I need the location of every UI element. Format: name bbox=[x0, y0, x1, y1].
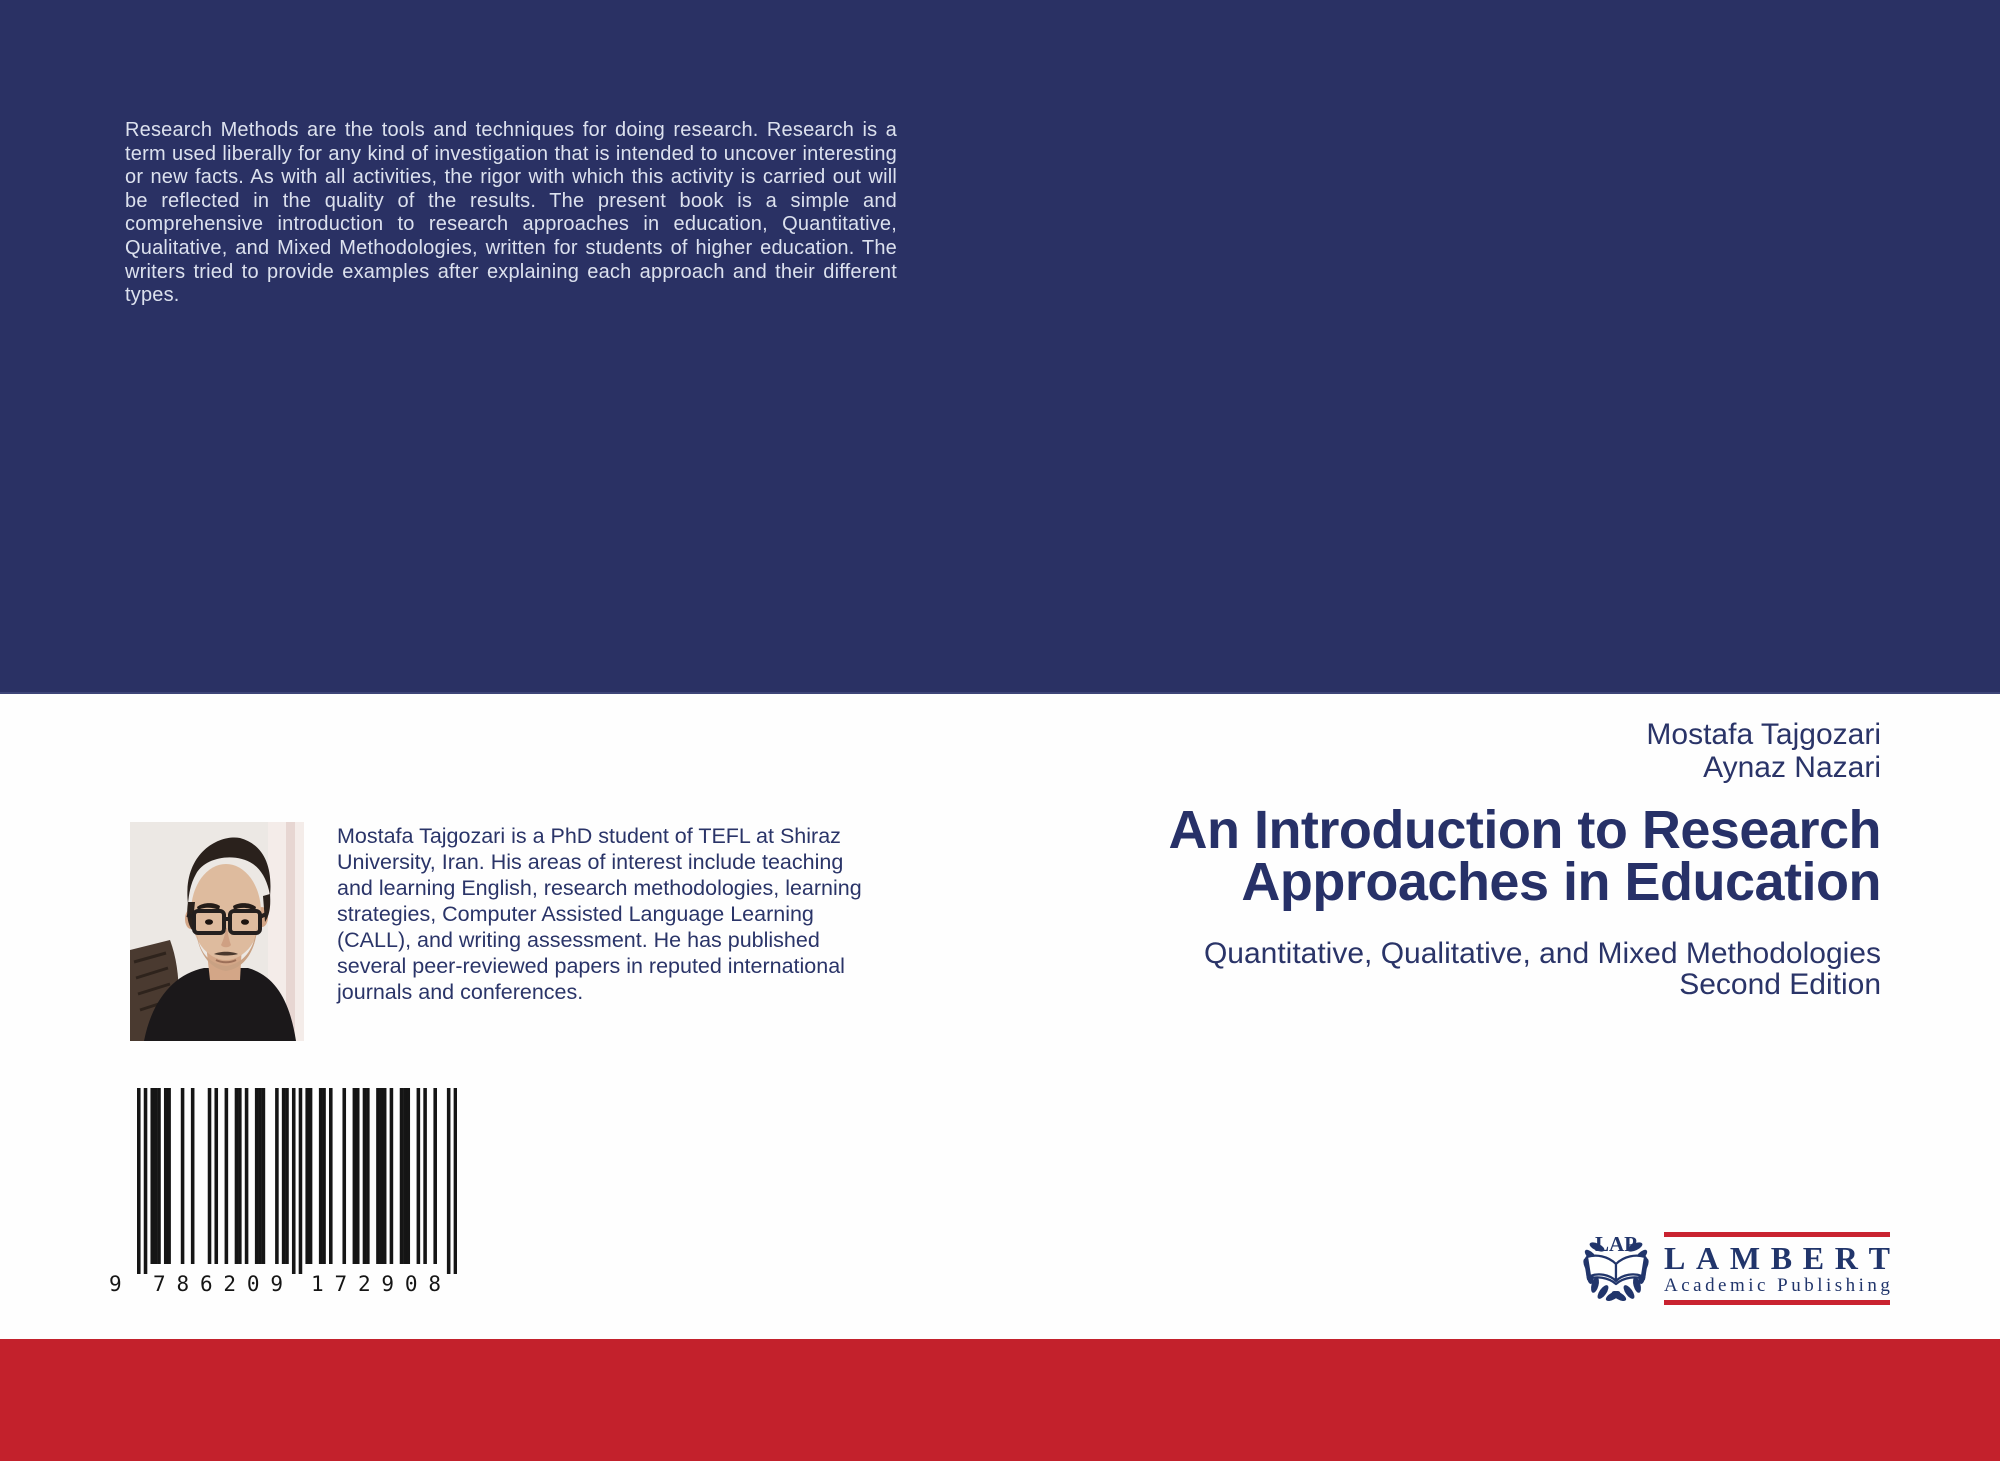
book-title-line-2: Approaches in Education bbox=[1241, 852, 1881, 912]
author-photo bbox=[130, 822, 304, 1041]
author-bio: Mostafa Tajgozari is a PhD student of TEFL at Shiraz University, Iran. His areas of interest include teaching and learning English, research methodologies, learning strategies, Computer Assisted Language Learning (CALL), and writing assessment. He has published several peer-reviewed papers in reputed international journals and conferences. bbox=[337, 824, 862, 1004]
isbn-barcode bbox=[107, 1088, 457, 1294]
author-names bbox=[1646, 718, 1881, 784]
back-cover-blurb: Research Methods are the tools and techniques for doing research. Research is a term used liberally for any kind of investigation that is intended to uncover interesting or new facts. As with all activities, the rigor with which this activity is carried out will be reflected in the quality of the results. The present book is a simple and comprehensive introduction to research approaches in education, Quantitative, Qualitative, and Mixed Methodologies, written for students of higher education. The writers tried to provide examples after explaining each approach and their different types. bbox=[125, 119, 897, 307]
publisher-name: L A M B E R T bbox=[1664, 1240, 1890, 1276]
barcode-bars bbox=[137, 1088, 457, 1274]
lap-emblem-logo bbox=[1578, 1226, 1654, 1302]
book-subtitle-line-2: Second Edition bbox=[1679, 968, 1881, 1001]
book-title bbox=[1168, 800, 1881, 912]
publisher-tagline: A c a d e m i c P u b l i s h i n g bbox=[1664, 1275, 1890, 1296]
barcode-digit-lead: 9 bbox=[109, 1272, 122, 1294]
lap-emblem-text: LAP bbox=[1595, 1232, 1637, 1256]
barcode-digits-right: 172908 bbox=[311, 1272, 441, 1294]
barcode-digits-left: 786209 bbox=[153, 1272, 283, 1294]
logo-bottom-rule bbox=[1664, 1300, 1890, 1305]
author-name-2: Aynaz Nazari bbox=[1703, 751, 1881, 784]
book-title-line-1: An Introduction to Research bbox=[1168, 800, 1881, 860]
author-name-1: Mostafa Tajgozari bbox=[1646, 718, 1881, 751]
book-subtitle bbox=[1204, 938, 1881, 1000]
back-cover-navy-band bbox=[0, 0, 2000, 694]
publisher-logo bbox=[1664, 1232, 1890, 1305]
book-subtitle-line-1: Quantitative, Qualitative, and Mixed Methodologies bbox=[1203, 937, 1881, 970]
bottom-red-band bbox=[0, 1339, 2000, 1461]
logo-top-rule bbox=[1664, 1232, 1890, 1237]
